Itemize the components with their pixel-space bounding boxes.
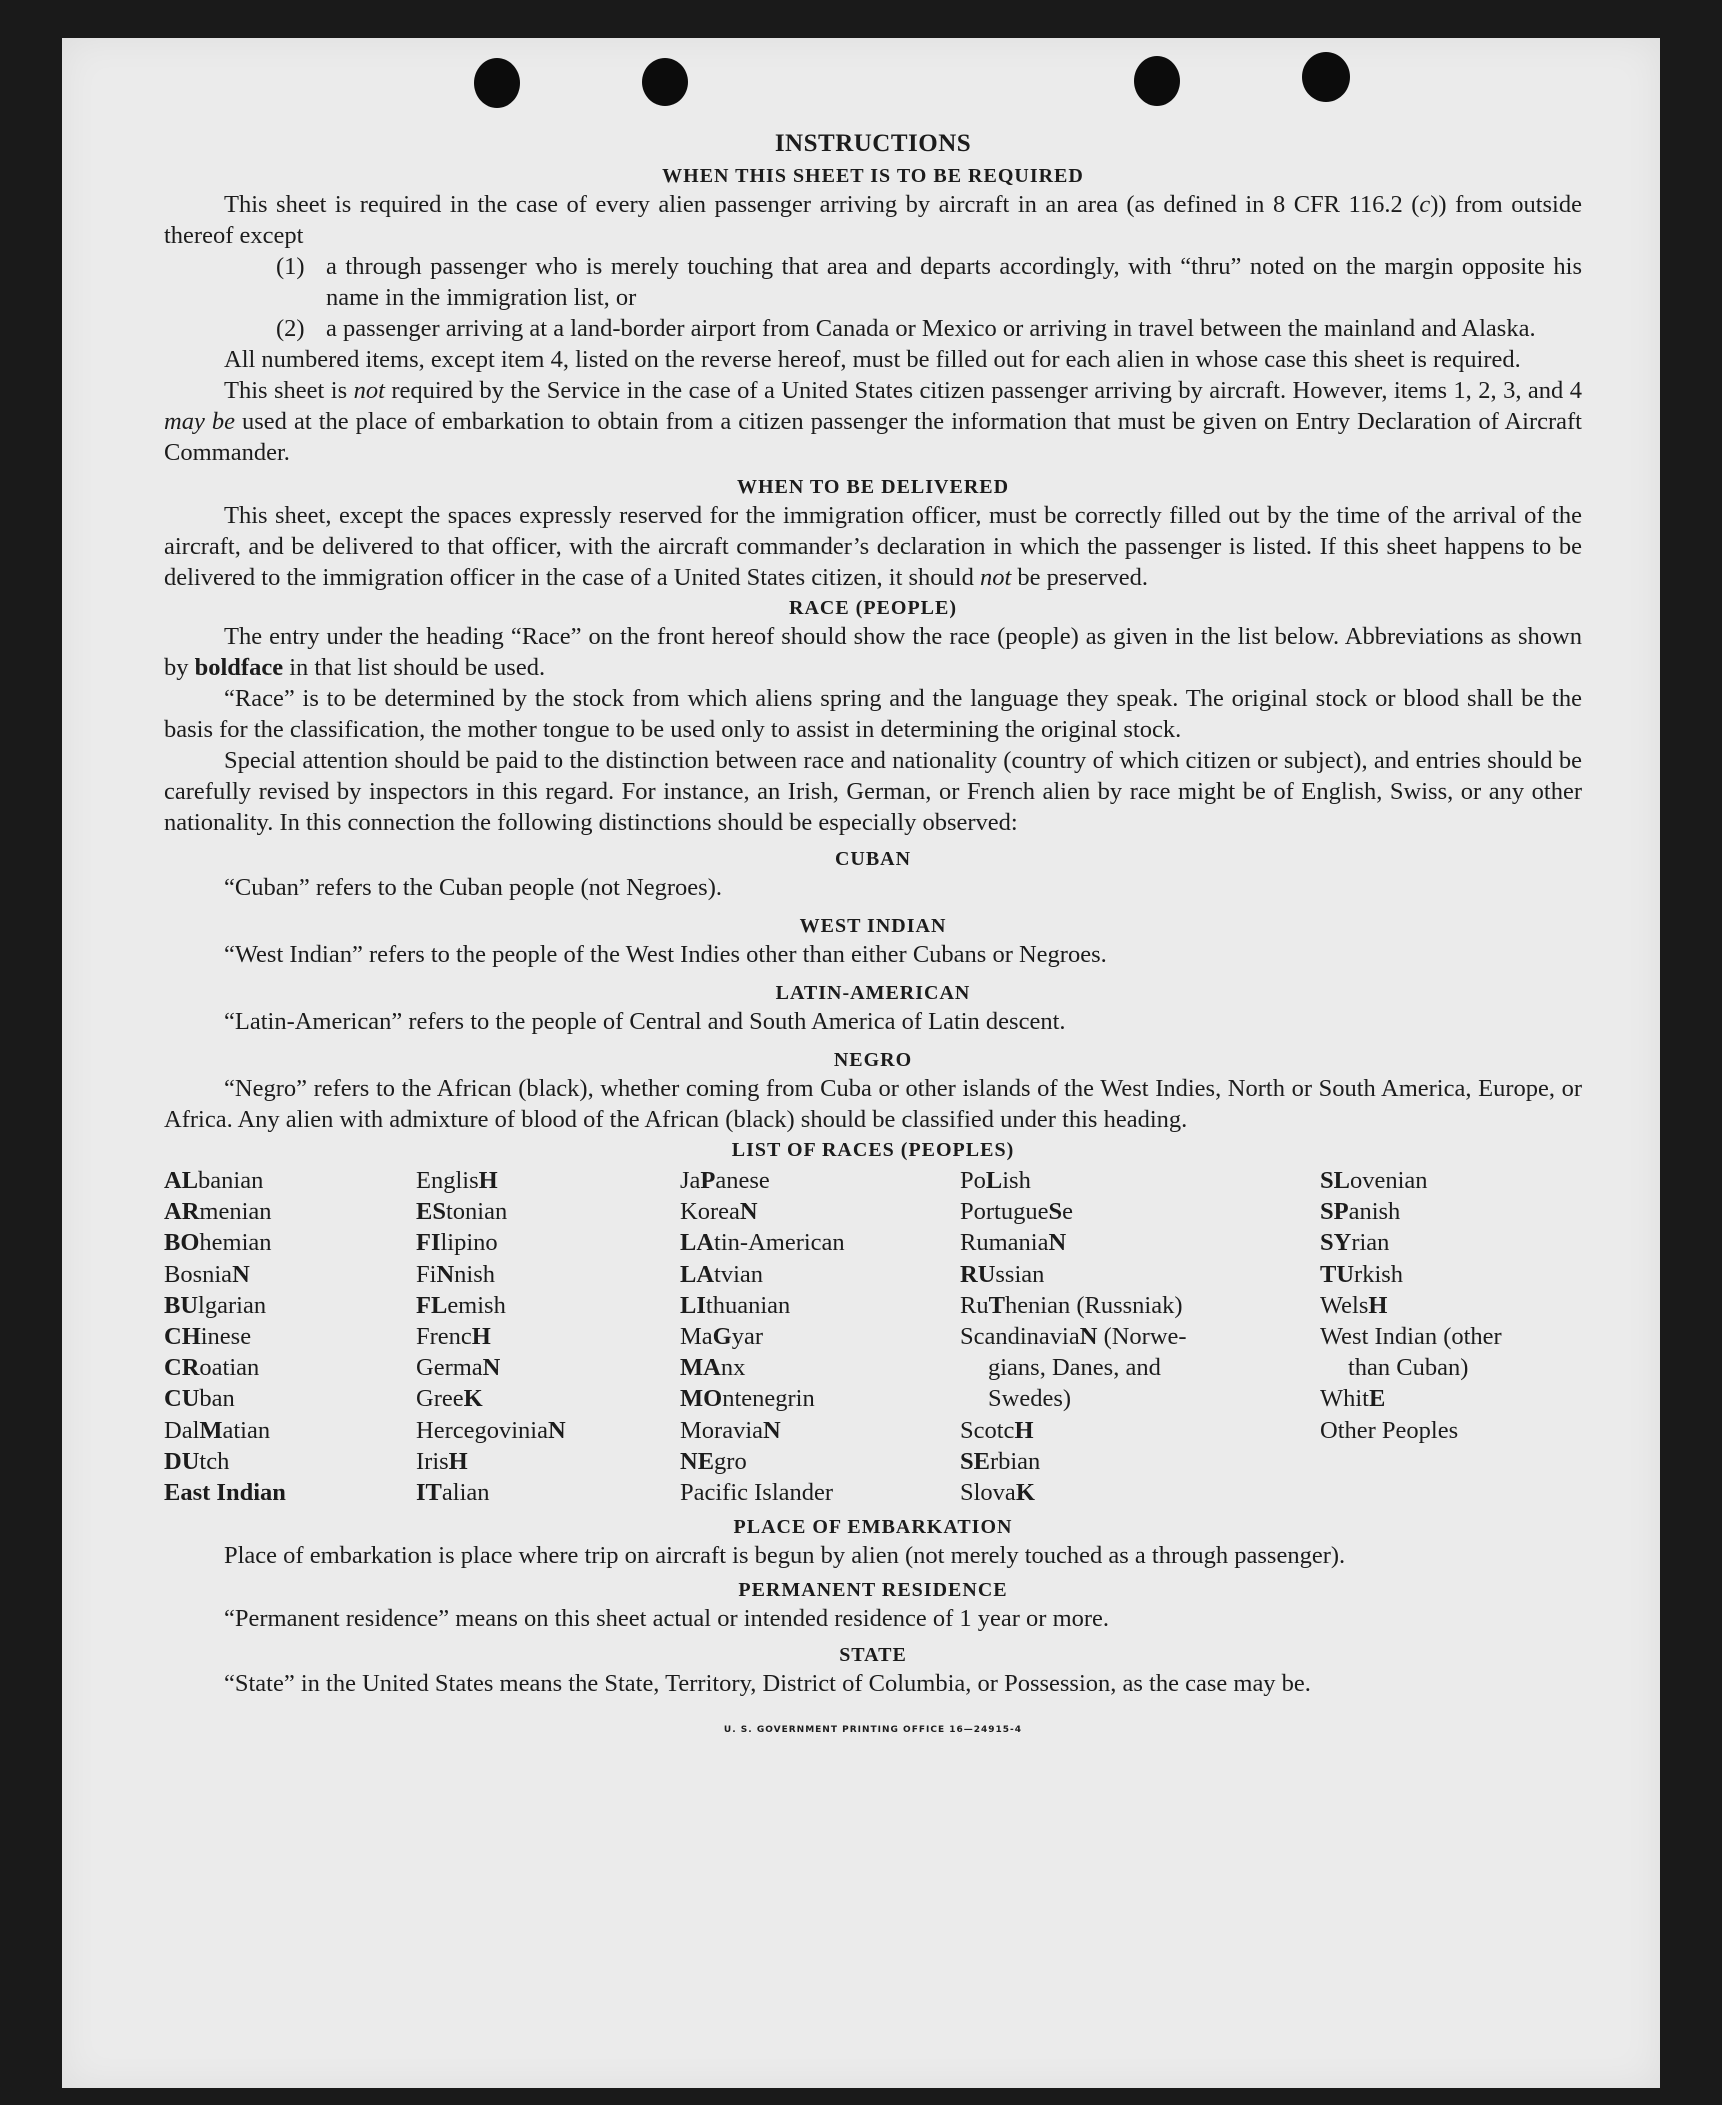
race-entry: DUtch bbox=[164, 1447, 230, 1475]
race-entry: Other Peoples bbox=[1320, 1416, 1459, 1444]
race-entry: Swedes) bbox=[988, 1385, 1072, 1413]
section-heading-cuban: CUBAN bbox=[834, 848, 912, 870]
document-sheet bbox=[62, 38, 1660, 2088]
paragraph-cuban: “Cuban” refers to the Cuban people (not Negroes). bbox=[224, 874, 722, 901]
races-column-5 bbox=[1320, 1165, 1582, 1508]
race-entry: WelsH bbox=[1320, 1291, 1388, 1319]
paragraph-citizen: This sheet is not required by the Service in the case of a United States citizen passenger arriving by aircraft. However, items 1, 2, 3, and 4 may be used at the place of embarkation to obtain from a citizen passenger the information that must be given on Entry Declaration of Aircraft Commander. bbox=[164, 377, 1582, 466]
race-entry: DalMatian bbox=[164, 1416, 271, 1444]
section-heading-races-list: LIST OF RACES (PEOPLES) bbox=[731, 1139, 1015, 1161]
race-entry: RuThenian (Russniak) bbox=[960, 1291, 1183, 1319]
race-entry: ALbanian bbox=[164, 1167, 264, 1194]
race-entry: MOntenegrin bbox=[680, 1385, 815, 1413]
race-entry: ScotcH bbox=[960, 1416, 1034, 1444]
race-entry: FIlipino bbox=[416, 1229, 498, 1257]
punch-hole-4 bbox=[1302, 52, 1350, 102]
race-entry: ARmenian bbox=[164, 1198, 272, 1226]
race-entry: EStonian bbox=[416, 1198, 508, 1226]
race-entry: LAtin-American bbox=[680, 1229, 845, 1257]
race-entry: RUssian bbox=[960, 1260, 1045, 1288]
punch-hole-2 bbox=[642, 58, 688, 106]
race-entry: PoLish bbox=[960, 1167, 1031, 1194]
race-entry: SYrian bbox=[1320, 1229, 1390, 1257]
paragraph-latin-american: “Latin-American” refers to the people of Central and South America of Latin descent. bbox=[224, 1008, 1066, 1035]
race-entry: Pacific Islander bbox=[680, 1479, 834, 1507]
race-entry: FiNnish bbox=[416, 1260, 495, 1288]
race-entry: SPanish bbox=[1320, 1198, 1401, 1226]
race-entry: LAtvian bbox=[680, 1260, 764, 1288]
race-entry: GermaN bbox=[416, 1354, 501, 1382]
paragraph-negro: “Negro” refers to the African (black), whether coming from Cuba or other islands of the West Indies, North or South America, Europe, or Africa. Any alien with admixture of blood of the African (black) should be classified under this heading. bbox=[164, 1075, 1582, 1133]
races-column-4 bbox=[960, 1165, 1320, 1508]
section-heading-residence: PERMANENT RESIDENCE bbox=[738, 1579, 1008, 1602]
section-heading-negro: NEGRO bbox=[833, 1049, 913, 1071]
paragraph-required: This sheet is required in the case of every alien passenger arriving by aircraft in an area (as defined in 8 CFR 116.2 (c)) from outside thereof except bbox=[164, 191, 1582, 249]
section-heading-state: STATE bbox=[839, 1644, 907, 1667]
paragraph-race-nationality: Special attention should be paid to the distinction between race and nationality (country of which citizen or subject), and entries should be carefully revised by inspectors in this regard. For instance, an Irish, German, or French alien by race might be of English, Swiss, or any other nationality. In this connection the following distinctions should be especially observed: bbox=[164, 747, 1582, 836]
races-column-3 bbox=[680, 1165, 960, 1508]
races-column-2 bbox=[416, 1165, 680, 1508]
paragraph-residence: “Permanent residence” means on this sheet actual or intended residence of 1 year or more. bbox=[224, 1605, 1110, 1633]
race-entry: FrencH bbox=[416, 1323, 491, 1351]
race-entry: IrisH bbox=[416, 1447, 468, 1475]
paragraph-embarkation: Place of embarkation is place where trip on aircraft is begun by alien (not merely touched as a through passenger). bbox=[224, 1542, 1346, 1570]
race-entry: LIthuanian bbox=[680, 1291, 791, 1319]
section-heading-required: WHEN THIS SHEET IS TO BE REQUIRED bbox=[662, 165, 1084, 187]
instructions-content bbox=[164, 128, 1582, 1746]
race-entry: West Indian (other bbox=[1320, 1323, 1502, 1351]
races-column-1 bbox=[164, 1165, 416, 1508]
race-entry: HercegoviniaN bbox=[416, 1416, 566, 1444]
race-entry: MaGyar bbox=[680, 1323, 764, 1351]
race-entry: CHinese bbox=[164, 1323, 252, 1351]
section-heading-delivered: WHEN TO BE DELIVERED bbox=[736, 476, 1010, 498]
race-entry: BOhemian bbox=[164, 1229, 272, 1257]
race-entry: SlovaK bbox=[960, 1479, 1035, 1507]
exception-item-2: (2) a passenger arriving at a land-border airport from Canada or Mexico or arriving in travel between the mainland and Alaska. bbox=[276, 315, 1536, 342]
section-heading-race: RACE (PEOPLE) bbox=[789, 597, 957, 619]
race-entry: KoreaN bbox=[680, 1198, 758, 1226]
race-entry: BosniaN bbox=[164, 1260, 250, 1288]
race-entry: gians, Danes, and bbox=[988, 1354, 1161, 1382]
race-entry: SLovenian bbox=[1320, 1167, 1428, 1194]
punch-hole-1 bbox=[474, 58, 520, 108]
paragraph-items: All numbered items, except item 4, listed on the reverse hereof, must be filled out for each alien in whose case this sheet is required. bbox=[224, 346, 1521, 373]
race-entry: ITalian bbox=[416, 1479, 490, 1507]
paragraph-race-entry: The entry under the heading “Race” on the front hereof should show the race (people) as given in the list below. Abbreviations as shown by boldface in that list should be used. bbox=[164, 623, 1582, 681]
race-entry: NEgro bbox=[680, 1447, 747, 1475]
section-heading-west-indian: WEST INDIAN bbox=[799, 915, 947, 937]
printer-imprint: U. S. GOVERNMENT PRINTING OFFICE 16—24915-4 bbox=[723, 1725, 1023, 1736]
exception-item-1: (1) a through passenger who is merely touching that area and departs accordingly, with “thru” noted on the margin opposite his name in the immigration list, or bbox=[276, 253, 1582, 311]
page-title: INSTRUCTIONS bbox=[774, 130, 972, 157]
race-entry: CUban bbox=[164, 1385, 235, 1413]
race-entry: PortugueSe bbox=[960, 1198, 1073, 1226]
race-entry: East Indian bbox=[164, 1479, 286, 1507]
race-entry: SErbian bbox=[960, 1447, 1041, 1475]
race-entry: RumaniaN bbox=[960, 1229, 1067, 1257]
paragraph-state: “State” in the United States means the State, Territory, District of Columbia, or Possession, as the case may be. bbox=[224, 1670, 1311, 1698]
paragraph-west-indian: “West Indian” refers to the people of the West Indies other than either Cubans or Negroes. bbox=[224, 941, 1107, 968]
paragraph-delivered: This sheet, except the spaces expressly reserved for the immigration officer, must be correctly filled out by the time of the arrival of the aircraft, and be delivered to that officer, with the aircraft commander’s declaration in which the passenger is listed. If this sheet happens to be delivered to the immigration officer in the case of a United States citizen, it should not be preserved. bbox=[164, 502, 1582, 591]
punch-hole-3 bbox=[1134, 56, 1180, 106]
race-entry: ScandinaviaN (Norwe- bbox=[960, 1323, 1187, 1351]
race-entry: CRoatian bbox=[164, 1354, 260, 1382]
race-entry: EnglisH bbox=[416, 1167, 498, 1194]
race-entry: MAnx bbox=[680, 1354, 746, 1382]
race-entry: GreeK bbox=[416, 1385, 483, 1413]
races-list bbox=[164, 1165, 1582, 1508]
race-entry: JaPanese bbox=[680, 1167, 770, 1194]
race-entry: FLemish bbox=[416, 1291, 506, 1319]
section-heading-embarkation: PLACE OF EMBARKATION bbox=[733, 1516, 1013, 1539]
section-heading-latin-american: LATIN-AMERICAN bbox=[775, 982, 971, 1004]
race-entry: than Cuban) bbox=[1348, 1354, 1469, 1382]
race-entry: TUrkish bbox=[1320, 1260, 1404, 1288]
paragraph-race-stock: “Race” is to be determined by the stock from which aliens spring and the language they speak. The original stock or blood shall be the basis for the classification, the mother tongue to be used only to assist in determining the original stock. bbox=[164, 685, 1582, 743]
race-entry: MoraviaN bbox=[680, 1416, 781, 1444]
race-entry: BUlgarian bbox=[164, 1291, 267, 1319]
race-entry: WhitE bbox=[1320, 1385, 1386, 1413]
